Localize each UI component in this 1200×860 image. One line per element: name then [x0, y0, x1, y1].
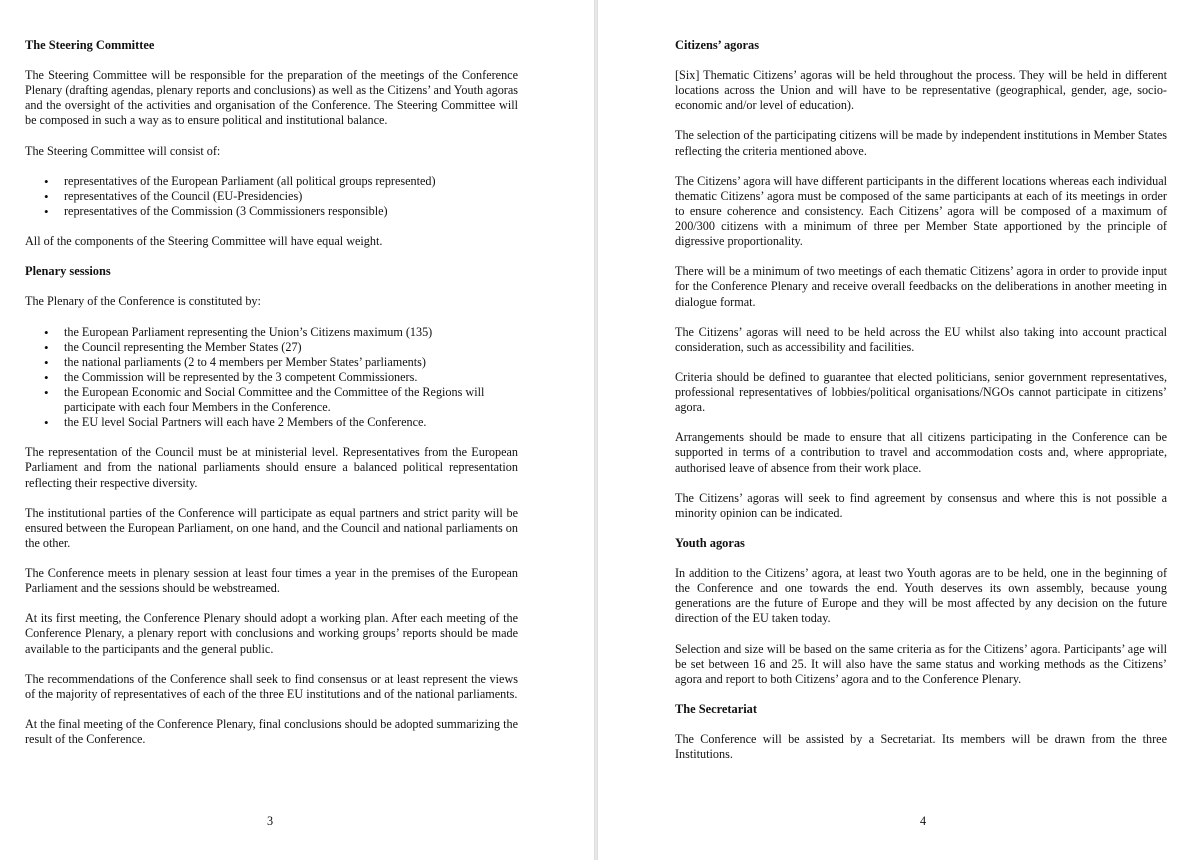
- agoras-paragraph-8: The Citizens’ agoras will seek to find agreement by consensus and where this is not possible a minority opinion can be indicated.: [675, 490, 1167, 520]
- list-item: • the EU level Social Partners will each have 2 Members of the Conference.: [64, 415, 518, 430]
- page-number: 3: [266, 814, 274, 828]
- plenary-paragraph-6: The recommendations of the Conference shall seek to find consensus or at least represent the views of the majority of representatives of each of the three EU institutions and of the national parliaments.: [25, 671, 518, 701]
- page-4-content: [675, 38, 1167, 777]
- youth-agoras-heading: Youth agoras: [675, 536, 745, 550]
- youth-paragraph-1: In addition to the Citizens’ agora, at least two Youth agoras are to be held, one in the beginning of the Conference and one towards the end. Youth deserves its own assembly, because young generations are the future of Europe and they will be most affected by any decision on the future direction of the EU taken today.: [675, 566, 1167, 626]
- list-item: • the European Parliament representing the Union’s Citizens maximum (135): [64, 325, 518, 340]
- agoras-paragraph-1: [Six] Thematic Citizens’ agoras will be held throughout the process. They will be held in different locations across the Union and will have to be representative (geographical, gender, age, socio-economic and/or level of education).: [675, 68, 1167, 113]
- list-item: • representatives of the European Parliament (all political groups represented): [64, 174, 518, 189]
- plenary-members-list: [25, 325, 518, 431]
- agoras-paragraph-5: The Citizens’ agoras will need to be held across the EU whilst also taking into account practical consideration, such as accessibility and facilities.: [675, 324, 1167, 354]
- plenary-paragraph-3: The institutional parties of the Conference will participate as equal partners and strict parity will be ensured between the European Parliament, on one hand, and the Council and national parliaments on the other.: [25, 505, 518, 550]
- agoras-paragraph-4: There will be a minimum of two meetings of each thematic Citizens’ agora in order to provide input for the Conference Plenary and receive overall feedbacks on the deliberations in another meeting in dialogue format.: [675, 264, 1167, 309]
- secretariat-paragraph-1: The Conference will be assisted by a Secretariat. Its members will be drawn from the three Institutions.: [675, 732, 1167, 762]
- list-item: • representatives of the Council (EU-Presidencies): [64, 189, 518, 204]
- list-item: • the European Economic and Social Committee and the Committee of the Regions will participate with each four Members in the Conference.: [64, 385, 518, 415]
- page-3-content: [25, 38, 518, 762]
- steering-paragraph-3: All of the components of the Steering Committee will have equal weight.: [25, 234, 383, 249]
- plenary-paragraph-7: At the final meeting of the Conference Plenary, final conclusions should be adopted summarizing the result of the Conference.: [25, 717, 519, 747]
- steering-committee-heading: The Steering Committee: [25, 38, 155, 52]
- agoras-paragraph-7: Arrangements should be made to ensure that all citizens participating in the Conference can be supported in terms of a contribution to travel and accommodation costs and, where appropriate, authorised leave of absence from their work place.: [675, 430, 1167, 475]
- youth-paragraph-2: Selection and size will be based on the same criteria as for the Citizens’ agora. Participants’ age will be set between 16 and 25. It will also have the same status and working methods as the Citizens’ agora and report to both Citizens’ agora and to the Conference Plenary.: [675, 641, 1167, 686]
- page-number: 4: [919, 814, 927, 828]
- secretariat-heading: The Secretariat: [675, 701, 758, 716]
- steering-paragraph-2: The Steering Committee will consist of:: [25, 143, 221, 158]
- document-page-4: [598, 0, 1200, 860]
- citizens-agoras-heading: Citizens’ agoras: [675, 38, 760, 52]
- steering-paragraph-1: The Steering Committee will be responsible for the preparation of the meetings of the Conference Plenary (drafting agendas, plenary reports and conclusions) as well as the Citizens’ and Youth agoras and the oversight of the activities and organisation of the Conference. The Steering Committee will be composed in such a way as to ensure political and institutional balance.: [25, 68, 518, 128]
- plenary-sessions-heading: Plenary sessions: [25, 264, 111, 279]
- steering-members-list: [25, 174, 518, 219]
- list-item: • the Council representing the Member States (27): [64, 340, 518, 355]
- plenary-paragraph-4: The Conference meets in plenary session at least four times a year in the premises of the European Parliament and the sessions should be webstreamed.: [25, 566, 518, 596]
- plenary-paragraph-1: The Plenary of the Conference is constituted by:: [25, 294, 261, 309]
- list-item: • the national parliaments (2 to 4 members per Member States’ parliaments): [64, 355, 518, 370]
- agoras-paragraph-6: Criteria should be defined to guarantee that elected politicians, senior government representatives, professional representatives of lobbies/political organisations/NGOs cannot participate in citizens’ agora.: [675, 369, 1167, 415]
- plenary-paragraph-5: At its first meeting, the Conference Plenary should adopt a working plan. After each meeting of the Conference Plenary, a plenary report with conclusions and working groups’ reports should be made available to the participants and the general public.: [25, 611, 518, 656]
- plenary-paragraph-2: The representation of the Council must be at ministerial level. Representatives from the European Parliament and from the national parliaments should ensure a balanced political representation reflecting their respective diversity.: [25, 445, 518, 490]
- agoras-paragraph-2: The selection of the participating citizens will be made by independent institutions in Member States reflecting the criteria mentioned above.: [675, 128, 1167, 158]
- list-item: • the Commission will be represented by the 3 competent Commissioners.: [64, 370, 518, 385]
- document-page-3: [0, 0, 594, 860]
- list-item: • representatives of the Commission (3 Commissioners responsible): [64, 204, 518, 219]
- agoras-paragraph-3: The Citizens’ agora will have different participants in the different locations whereas each individual thematic Citizens’ agora must be composed of the same participants at each of its meetings in order to ensure coherence and consistency. Each Citizens’ agora will be composed of a maximum of 200/300 citizens with a minimum of three per Member State apportioned by the principle of digressive proportionality.: [675, 173, 1167, 249]
